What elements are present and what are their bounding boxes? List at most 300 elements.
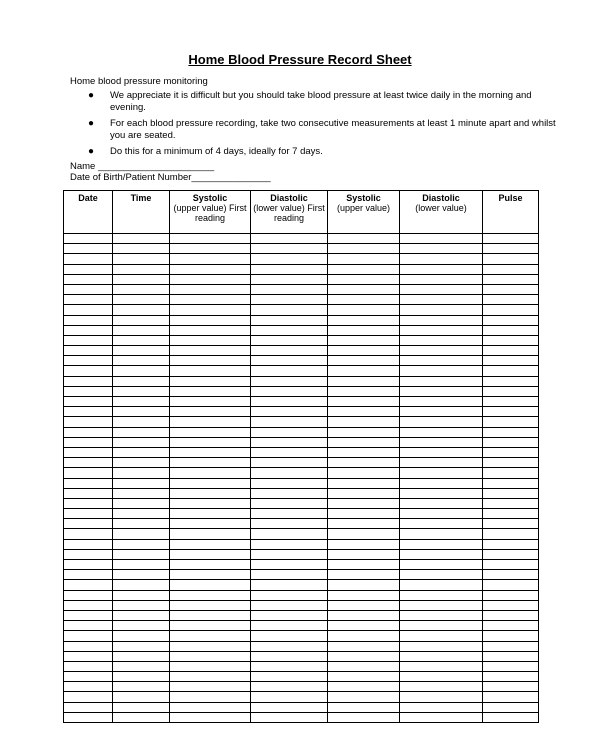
table-cell[interactable] [64, 315, 113, 325]
table-cell[interactable] [113, 651, 170, 661]
table-cell[interactable] [400, 610, 483, 620]
table-cell[interactable] [113, 397, 170, 407]
table-cell[interactable] [64, 600, 113, 610]
table-cell[interactable] [483, 478, 539, 488]
table-cell[interactable] [483, 346, 539, 356]
table-cell[interactable] [483, 702, 539, 712]
table-cell[interactable] [483, 519, 539, 529]
table-cell[interactable] [251, 274, 328, 284]
table-cell[interactable] [113, 488, 170, 498]
table-cell[interactable] [64, 498, 113, 508]
table-cell[interactable] [400, 376, 483, 386]
table-cell[interactable] [251, 366, 328, 376]
table-cell[interactable] [328, 295, 400, 305]
table-cell[interactable] [483, 651, 539, 661]
table-cell[interactable] [113, 264, 170, 274]
table-cell[interactable] [483, 529, 539, 539]
table-cell[interactable] [400, 600, 483, 610]
table-cell[interactable] [64, 672, 113, 682]
table-cell[interactable] [483, 539, 539, 549]
table-cell[interactable] [328, 631, 400, 641]
table-cell[interactable] [170, 519, 251, 529]
table-cell[interactable] [251, 488, 328, 498]
table-cell[interactable] [328, 264, 400, 274]
table-cell[interactable] [113, 366, 170, 376]
table-cell[interactable] [113, 386, 170, 396]
table-cell[interactable] [251, 478, 328, 488]
table-cell[interactable] [483, 407, 539, 417]
table-cell[interactable] [328, 549, 400, 559]
table-cell[interactable] [64, 386, 113, 396]
table-cell[interactable] [483, 672, 539, 682]
table-cell[interactable] [483, 274, 539, 284]
table-cell[interactable] [483, 254, 539, 264]
table-cell[interactable] [251, 702, 328, 712]
table-cell[interactable] [483, 427, 539, 437]
table-cell[interactable] [64, 692, 113, 702]
table-cell[interactable] [251, 590, 328, 600]
table-cell[interactable] [483, 437, 539, 447]
table-cell[interactable] [328, 437, 400, 447]
table-cell[interactable] [400, 631, 483, 641]
table-cell[interactable] [400, 498, 483, 508]
table-cell[interactable] [64, 590, 113, 600]
table-cell[interactable] [251, 672, 328, 682]
table-cell[interactable] [113, 417, 170, 427]
table-cell[interactable] [328, 702, 400, 712]
table-cell[interactable] [328, 621, 400, 631]
table-cell[interactable] [170, 397, 251, 407]
table-cell[interactable] [328, 651, 400, 661]
table-cell[interactable] [251, 631, 328, 641]
table-cell[interactable] [251, 580, 328, 590]
table-cell[interactable] [251, 549, 328, 559]
table-cell[interactable] [170, 346, 251, 356]
table-cell[interactable] [251, 295, 328, 305]
table-cell[interactable] [328, 498, 400, 508]
table-cell[interactable] [251, 468, 328, 478]
table-cell[interactable] [170, 692, 251, 702]
table-cell[interactable] [64, 580, 113, 590]
table-cell[interactable] [64, 234, 113, 244]
table-cell[interactable] [251, 284, 328, 294]
table-cell[interactable] [483, 356, 539, 366]
table-cell[interactable] [113, 600, 170, 610]
table-cell[interactable] [400, 254, 483, 264]
table-cell[interactable] [170, 447, 251, 457]
table-cell[interactable] [64, 254, 113, 264]
table-cell[interactable] [170, 570, 251, 580]
table-cell[interactable] [328, 641, 400, 651]
table-cell[interactable] [483, 498, 539, 508]
table-cell[interactable] [251, 356, 328, 366]
table-cell[interactable] [251, 386, 328, 396]
table-cell[interactable] [113, 560, 170, 570]
table-cell[interactable] [483, 295, 539, 305]
table-cell[interactable] [400, 386, 483, 396]
table-cell[interactable] [328, 529, 400, 539]
table-cell[interactable] [113, 254, 170, 264]
table-cell[interactable] [113, 712, 170, 722]
table-cell[interactable] [170, 335, 251, 345]
table-cell[interactable] [251, 509, 328, 519]
table-cell[interactable] [170, 356, 251, 366]
table-cell[interactable] [483, 570, 539, 580]
table-cell[interactable] [64, 529, 113, 539]
table-cell[interactable] [113, 519, 170, 529]
table-cell[interactable] [113, 610, 170, 620]
table-cell[interactable] [328, 234, 400, 244]
table-cell[interactable] [400, 529, 483, 539]
table-cell[interactable] [170, 539, 251, 549]
table-cell[interactable] [400, 264, 483, 274]
table-cell[interactable] [64, 621, 113, 631]
table-cell[interactable] [400, 682, 483, 692]
table-cell[interactable] [113, 570, 170, 580]
table-cell[interactable] [170, 407, 251, 417]
table-cell[interactable] [64, 325, 113, 335]
table-cell[interactable] [400, 346, 483, 356]
table-cell[interactable] [113, 376, 170, 386]
table-cell[interactable] [113, 580, 170, 590]
table-cell[interactable] [251, 692, 328, 702]
table-cell[interactable] [328, 539, 400, 549]
table-cell[interactable] [170, 376, 251, 386]
table-cell[interactable] [483, 244, 539, 254]
table-cell[interactable] [251, 417, 328, 427]
table-cell[interactable] [400, 397, 483, 407]
table-cell[interactable] [64, 570, 113, 580]
table-cell[interactable] [328, 417, 400, 427]
table-cell[interactable] [170, 651, 251, 661]
table-cell[interactable] [113, 498, 170, 508]
table-cell[interactable] [170, 264, 251, 274]
table-cell[interactable] [64, 610, 113, 620]
table-cell[interactable] [113, 244, 170, 254]
table-cell[interactable] [483, 610, 539, 620]
table-cell[interactable] [64, 539, 113, 549]
table-cell[interactable] [483, 631, 539, 641]
table-cell[interactable] [170, 417, 251, 427]
table-cell[interactable] [170, 234, 251, 244]
table-cell[interactable] [251, 264, 328, 274]
table-cell[interactable] [251, 305, 328, 315]
table-cell[interactable] [64, 356, 113, 366]
table-cell[interactable] [328, 254, 400, 264]
table-cell[interactable] [113, 631, 170, 641]
table-cell[interactable] [400, 549, 483, 559]
table-cell[interactable] [170, 712, 251, 722]
table-cell[interactable] [170, 366, 251, 376]
table-cell[interactable] [113, 590, 170, 600]
table-cell[interactable] [113, 356, 170, 366]
table-cell[interactable] [328, 661, 400, 671]
table-cell[interactable] [483, 234, 539, 244]
table-cell[interactable] [400, 244, 483, 254]
table-cell[interactable] [64, 519, 113, 529]
table-cell[interactable] [170, 580, 251, 590]
table-cell[interactable] [328, 386, 400, 396]
table-cell[interactable] [113, 427, 170, 437]
table-cell[interactable] [170, 498, 251, 508]
table-cell[interactable] [400, 295, 483, 305]
table-cell[interactable] [251, 427, 328, 437]
table-cell[interactable] [251, 498, 328, 508]
table-cell[interactable] [64, 651, 113, 661]
table-cell[interactable] [400, 621, 483, 631]
table-cell[interactable] [400, 427, 483, 437]
table-cell[interactable] [483, 386, 539, 396]
table-cell[interactable] [251, 346, 328, 356]
table-cell[interactable] [328, 274, 400, 284]
table-cell[interactable] [483, 590, 539, 600]
table-cell[interactable] [64, 295, 113, 305]
table-cell[interactable] [251, 234, 328, 244]
table-cell[interactable] [64, 335, 113, 345]
table-cell[interactable] [64, 631, 113, 641]
table-cell[interactable] [113, 702, 170, 712]
table-cell[interactable] [64, 274, 113, 284]
table-cell[interactable] [170, 468, 251, 478]
table-cell[interactable] [251, 244, 328, 254]
table-cell[interactable] [400, 661, 483, 671]
table-cell[interactable] [64, 366, 113, 376]
table-cell[interactable] [328, 458, 400, 468]
table-cell[interactable] [328, 305, 400, 315]
table-cell[interactable] [64, 437, 113, 447]
table-cell[interactable] [483, 458, 539, 468]
table-cell[interactable] [113, 335, 170, 345]
table-cell[interactable] [64, 458, 113, 468]
table-cell[interactable] [251, 397, 328, 407]
table-cell[interactable] [170, 560, 251, 570]
table-cell[interactable] [170, 305, 251, 315]
name-field[interactable]: Name ______________________ [70, 161, 215, 172]
table-cell[interactable] [400, 305, 483, 315]
table-cell[interactable] [251, 712, 328, 722]
table-cell[interactable] [328, 478, 400, 488]
table-cell[interactable] [400, 468, 483, 478]
table-cell[interactable] [328, 509, 400, 519]
table-cell[interactable] [170, 295, 251, 305]
table-cell[interactable] [400, 712, 483, 722]
table-cell[interactable] [170, 702, 251, 712]
table-cell[interactable] [251, 641, 328, 651]
table-cell[interactable] [170, 254, 251, 264]
table-cell[interactable] [400, 356, 483, 366]
table-cell[interactable] [251, 600, 328, 610]
table-cell[interactable] [170, 549, 251, 559]
table-cell[interactable] [400, 590, 483, 600]
table-cell[interactable] [251, 651, 328, 661]
table-cell[interactable] [170, 386, 251, 396]
table-cell[interactable] [113, 529, 170, 539]
table-cell[interactable] [113, 478, 170, 488]
table-cell[interactable] [328, 427, 400, 437]
table-cell[interactable] [64, 264, 113, 274]
table-cell[interactable] [400, 580, 483, 590]
table-cell[interactable] [170, 600, 251, 610]
table-cell[interactable] [483, 468, 539, 478]
table-cell[interactable] [113, 509, 170, 519]
table-cell[interactable] [64, 560, 113, 570]
table-cell[interactable] [251, 560, 328, 570]
table-cell[interactable] [400, 234, 483, 244]
table-cell[interactable] [64, 682, 113, 692]
table-cell[interactable] [170, 315, 251, 325]
table-cell[interactable] [328, 397, 400, 407]
table-cell[interactable] [400, 641, 483, 651]
table-cell[interactable] [113, 437, 170, 447]
table-cell[interactable] [170, 437, 251, 447]
table-cell[interactable] [483, 712, 539, 722]
table-cell[interactable] [400, 274, 483, 284]
table-cell[interactable] [400, 692, 483, 702]
table-cell[interactable] [400, 284, 483, 294]
table-cell[interactable] [328, 284, 400, 294]
table-cell[interactable] [64, 509, 113, 519]
table-cell[interactable] [170, 661, 251, 671]
table-cell[interactable] [251, 539, 328, 549]
table-cell[interactable] [113, 274, 170, 284]
table-cell[interactable] [251, 376, 328, 386]
table-cell[interactable] [64, 284, 113, 294]
table-cell[interactable] [328, 610, 400, 620]
table-cell[interactable] [400, 366, 483, 376]
table-cell[interactable] [251, 335, 328, 345]
table-cell[interactable] [483, 417, 539, 427]
table-cell[interactable] [328, 580, 400, 590]
table-cell[interactable] [483, 315, 539, 325]
table-cell[interactable] [400, 672, 483, 682]
table-cell[interactable] [251, 407, 328, 417]
table-cell[interactable] [251, 437, 328, 447]
table-cell[interactable] [328, 366, 400, 376]
table-cell[interactable] [64, 376, 113, 386]
table-cell[interactable] [113, 692, 170, 702]
table-cell[interactable] [251, 682, 328, 692]
table-cell[interactable] [251, 254, 328, 264]
table-cell[interactable] [251, 661, 328, 671]
table-cell[interactable] [170, 488, 251, 498]
table-cell[interactable] [251, 570, 328, 580]
table-cell[interactable] [251, 325, 328, 335]
table-cell[interactable] [113, 295, 170, 305]
table-cell[interactable] [64, 346, 113, 356]
table-cell[interactable] [170, 274, 251, 284]
table-cell[interactable] [113, 407, 170, 417]
table-cell[interactable] [64, 427, 113, 437]
table-cell[interactable] [400, 488, 483, 498]
table-cell[interactable] [483, 447, 539, 457]
table-cell[interactable] [483, 284, 539, 294]
table-cell[interactable] [251, 315, 328, 325]
table-cell[interactable] [113, 549, 170, 559]
table-cell[interactable] [170, 244, 251, 254]
table-cell[interactable] [64, 407, 113, 417]
table-cell[interactable] [483, 641, 539, 651]
table-cell[interactable] [400, 560, 483, 570]
table-cell[interactable] [328, 447, 400, 457]
table-cell[interactable] [64, 641, 113, 651]
table-cell[interactable] [170, 672, 251, 682]
table-cell[interactable] [251, 447, 328, 457]
table-cell[interactable] [328, 315, 400, 325]
table-cell[interactable] [328, 600, 400, 610]
table-cell[interactable] [400, 325, 483, 335]
table-cell[interactable] [400, 702, 483, 712]
table-cell[interactable] [483, 264, 539, 274]
table-cell[interactable] [483, 488, 539, 498]
table-cell[interactable] [328, 346, 400, 356]
table-cell[interactable] [328, 244, 400, 254]
table-cell[interactable] [483, 580, 539, 590]
table-cell[interactable] [64, 661, 113, 671]
table-cell[interactable] [64, 447, 113, 457]
table-cell[interactable] [64, 397, 113, 407]
table-cell[interactable] [113, 672, 170, 682]
table-cell[interactable] [170, 682, 251, 692]
table-cell[interactable] [170, 325, 251, 335]
table-cell[interactable] [113, 305, 170, 315]
table-cell[interactable] [400, 447, 483, 457]
table-cell[interactable] [251, 458, 328, 468]
table-cell[interactable] [400, 478, 483, 488]
table-cell[interactable] [170, 641, 251, 651]
table-cell[interactable] [483, 366, 539, 376]
table-cell[interactable] [483, 335, 539, 345]
table-cell[interactable] [113, 234, 170, 244]
table-cell[interactable] [113, 661, 170, 671]
table-cell[interactable] [64, 549, 113, 559]
table-cell[interactable] [400, 417, 483, 427]
table-cell[interactable] [170, 458, 251, 468]
table-cell[interactable] [483, 325, 539, 335]
table-cell[interactable] [113, 346, 170, 356]
table-cell[interactable] [251, 610, 328, 620]
dob-field[interactable]: Date of Birth/Patient Number_______________ [70, 172, 271, 183]
table-cell[interactable] [328, 570, 400, 580]
table-cell[interactable] [400, 509, 483, 519]
table-cell[interactable] [328, 712, 400, 722]
table-cell[interactable] [113, 447, 170, 457]
table-cell[interactable] [400, 519, 483, 529]
table-cell[interactable] [251, 519, 328, 529]
table-cell[interactable] [170, 284, 251, 294]
table-cell[interactable] [170, 427, 251, 437]
table-cell[interactable] [64, 488, 113, 498]
table-cell[interactable] [113, 641, 170, 651]
table-cell[interactable] [483, 305, 539, 315]
table-cell[interactable] [64, 702, 113, 712]
table-cell[interactable] [483, 376, 539, 386]
table-cell[interactable] [113, 315, 170, 325]
table-cell[interactable] [113, 325, 170, 335]
table-cell[interactable] [113, 621, 170, 631]
table-cell[interactable] [483, 682, 539, 692]
table-cell[interactable] [170, 509, 251, 519]
table-cell[interactable] [113, 468, 170, 478]
table-cell[interactable] [483, 560, 539, 570]
table-cell[interactable] [483, 692, 539, 702]
table-cell[interactable] [328, 560, 400, 570]
table-cell[interactable] [328, 356, 400, 366]
table-cell[interactable] [400, 437, 483, 447]
table-cell[interactable] [400, 570, 483, 580]
table-cell[interactable] [113, 458, 170, 468]
table-cell[interactable] [400, 407, 483, 417]
table-cell[interactable] [328, 682, 400, 692]
